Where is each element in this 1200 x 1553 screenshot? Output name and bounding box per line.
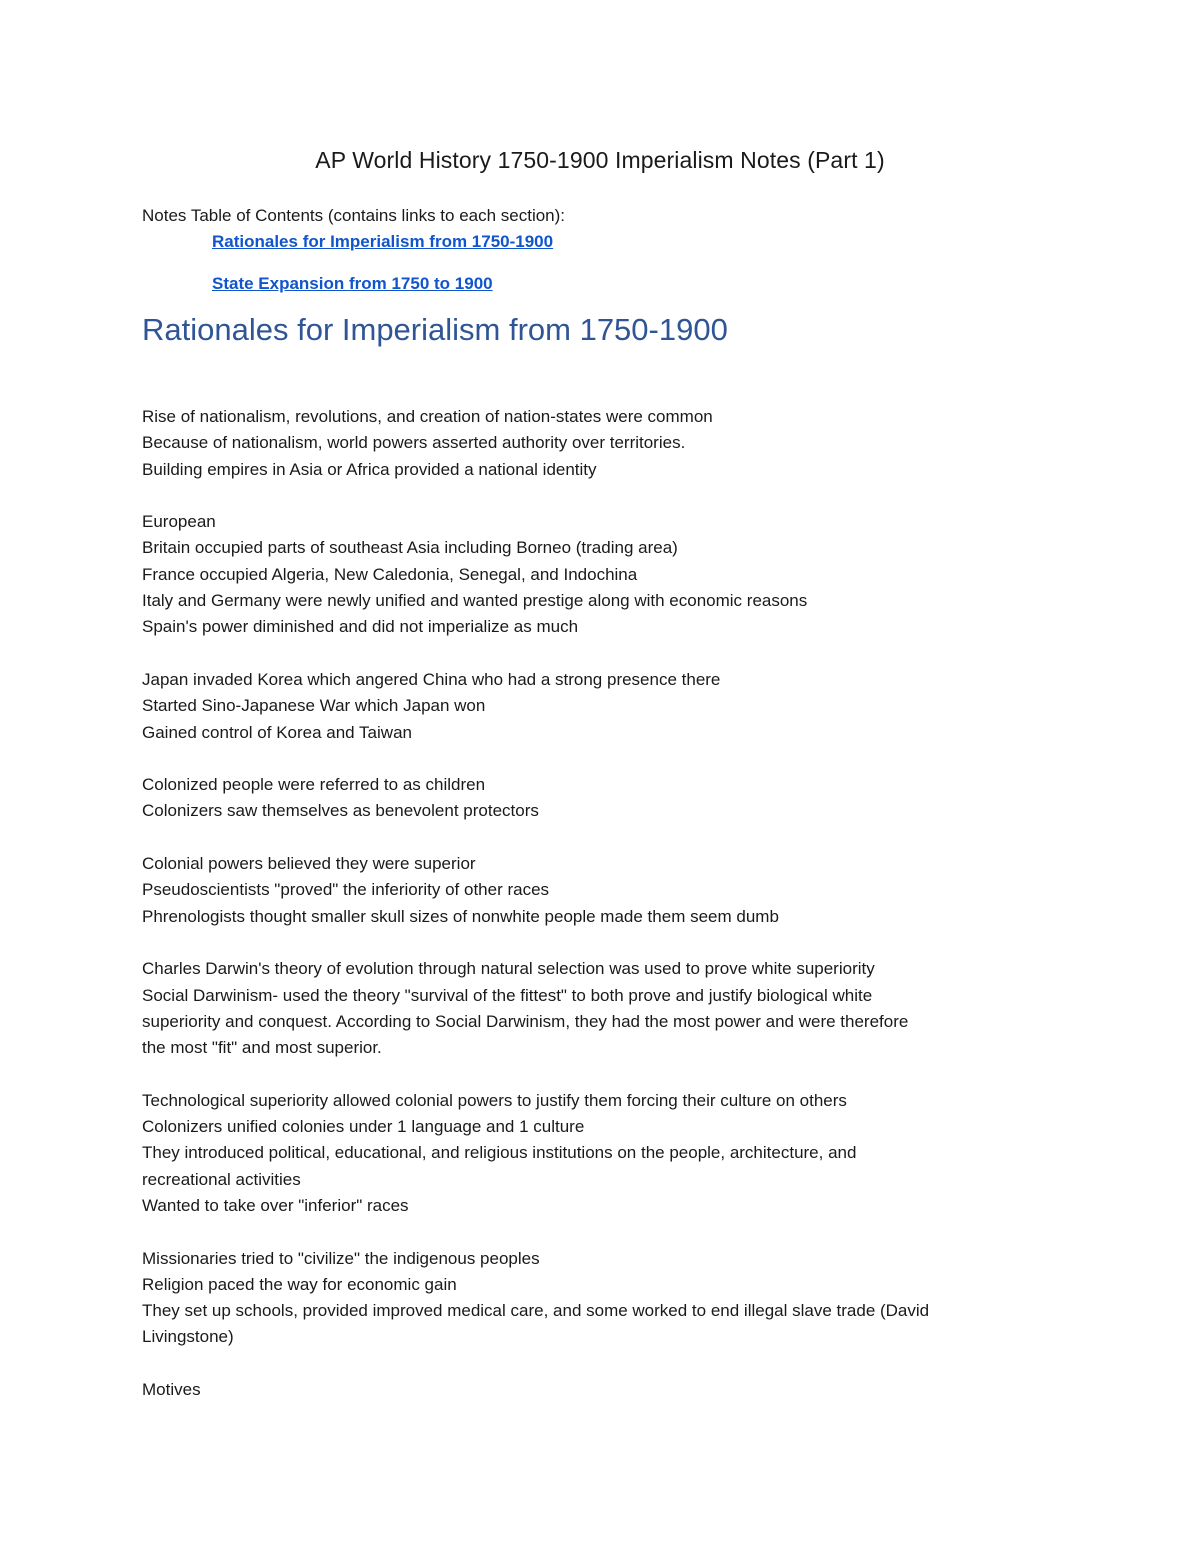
paragraph	[142, 1088, 1062, 1219]
text-line: Britain occupied parts of southeast Asia including Borneo (trading area)	[142, 538, 678, 558]
text-line: Colonizers saw themselves as benevolent protectors	[142, 801, 539, 821]
paragraph	[142, 1246, 1062, 1351]
text-line: Spain's power diminished and did not imperialize as much	[142, 617, 579, 637]
text-line: Charles Darwin's theory of evolution through natural selection was used to prove white superiority	[142, 959, 875, 979]
paragraph-gap	[142, 930, 1062, 956]
paragraph	[142, 956, 1062, 1061]
text-line: They set up schools, provided improved medical care, and some worked to end illegal slave trade (David	[142, 1301, 930, 1321]
paragraph	[142, 509, 1062, 640]
text-line: Colonized people were referred to as children	[142, 775, 486, 795]
text-line: Building empires in Asia or Africa provided a national identity	[142, 459, 597, 479]
text-line: They introduced political, educational, and religious institutions on the people, architecture, and	[142, 1143, 857, 1163]
text-line: Colonizers unified colonies under 1 language and 1 culture	[142, 1117, 585, 1137]
text-line: Wanted to take over "inferior" races	[142, 1195, 409, 1215]
text-line: Livingstone)	[142, 1327, 234, 1347]
text-line: Phrenologists thought smaller skull sizes of nonwhite people made them seem dumb	[142, 906, 779, 926]
paragraph-gap	[142, 825, 1062, 851]
text-line: Technological superiority allowed colonial powers to justify them forcing their culture on others	[142, 1090, 847, 1110]
toc-link-rationales[interactable]: Rationales for Imperialism from 1750-1900	[212, 232, 554, 251]
text-line: the most "fit" and most superior.	[142, 1038, 382, 1058]
paragraph	[142, 667, 1062, 746]
text-line: Motives	[142, 1379, 201, 1399]
paragraph	[142, 772, 1062, 825]
text-line: recreational activities	[142, 1169, 301, 1189]
paragraph-gap	[142, 641, 1062, 667]
text-line: Rise of nationalism, revolutions, and creation of nation-states were common	[142, 407, 713, 426]
paragraph-gap	[142, 1219, 1062, 1245]
paragraph	[142, 404, 1062, 483]
text-line: European	[142, 512, 216, 532]
text-line: Colonial powers believed they were superior	[142, 854, 476, 874]
toc-link-state-expansion[interactable]: State Expansion from 1750 to 1900	[212, 274, 493, 293]
paragraph-gap	[142, 1351, 1062, 1377]
section-heading: Rationales for Imperialism from 1750-1900	[142, 312, 728, 347]
text-line: Religion paced the way for economic gain	[142, 1274, 457, 1294]
text-line: France occupied Algeria, New Caledonia, Senegal, and Indochina	[142, 564, 638, 584]
paragraph	[142, 851, 1062, 930]
document-title: AP World History 1750-1900 Imperialism Notes (Part 1)	[315, 147, 885, 173]
text-line: Started Sino-Japanese War which Japan won	[142, 696, 486, 716]
text-line: Gained control of Korea and Taiwan	[142, 722, 412, 742]
text-line: Social Darwinism- used the theory "survival of the fittest" to both prove and justify biological white	[142, 985, 873, 1005]
section-body	[142, 404, 1062, 1403]
paragraph-gap	[142, 1061, 1062, 1087]
text-line: Because of nationalism, world powers asserted authority over territories.	[142, 433, 686, 453]
text-line: Italy and Germany were newly unified and wanted prestige along with economic reasons	[142, 591, 808, 611]
paragraph-gap	[142, 746, 1062, 772]
text-line: Pseudoscientists "proved" the inferiority of other races	[142, 880, 550, 900]
text-line: Japan invaded Korea which angered China who had a strong presence there	[142, 669, 721, 689]
text-line: Missionaries tried to "civilize" the indigenous peoples	[142, 1248, 540, 1268]
paragraph	[142, 1377, 1062, 1403]
toc-heading: Notes Table of Contents (contains links to each section):	[142, 206, 566, 225]
paragraph-gap	[142, 483, 1062, 509]
text-line: superiority and conquest. According to Social Darwinism, they had the most power and were therefore	[142, 1011, 909, 1031]
